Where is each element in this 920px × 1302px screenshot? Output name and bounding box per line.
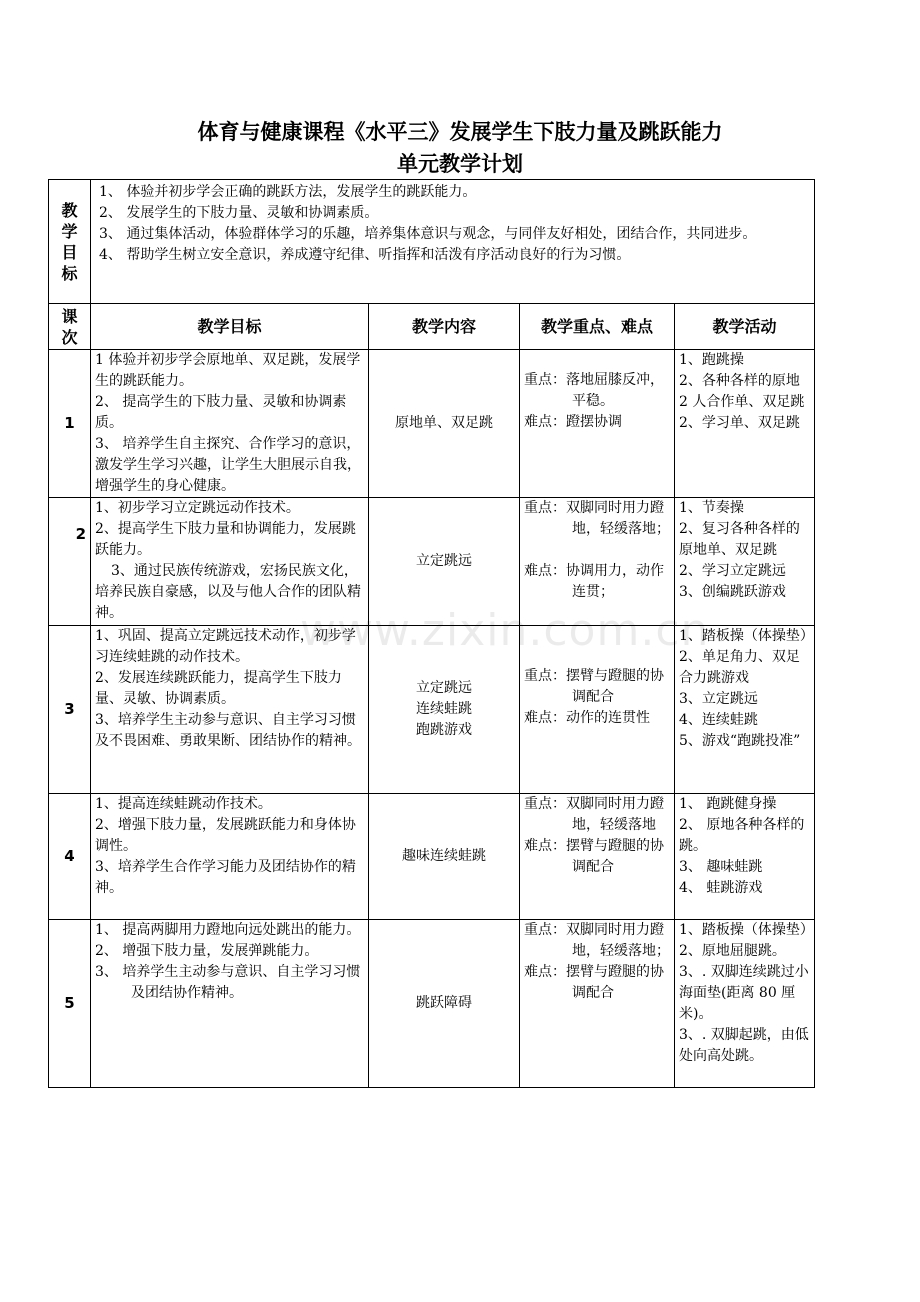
lesson-content: 原地单、双足跳 (369, 350, 520, 498)
objective-item: 1、 体验并初步学会正确的跳跃方法，发展学生的跳跃能力。 (99, 184, 477, 200)
lesson-number: 4 (49, 794, 91, 920)
page-title: 体育与健康课程《水平三》发展学生下肢力量及跳跃能力 (197, 120, 723, 144)
lesson-content: 立定跳远 连续蛙跳 跑跳游戏 (369, 626, 520, 794)
header-goals: 教学目标 (91, 304, 369, 350)
header-key-points: 教学重点、难点 (520, 304, 675, 350)
lesson-number: 5 (49, 920, 91, 1088)
header-activities: 教学活动 (675, 304, 815, 350)
lesson-goals: 1、巩固、提高立定跳远技术动作，初步学习连续蛙跳的动作技术。 2、发展连续跳跃能力，提高学生下肢力量、灵敏、协调素质。 3、培养学生主动参与意识、自主学习习惯及不畏困难、勇敢果断、团结协作的精神。 (91, 626, 369, 794)
objective-item: 4、 帮助学生树立安全意识，养成遵守纪律、听指挥和活泼有序活动良好的行为习惯。 (99, 247, 631, 263)
lesson-activities: 1、踏板操（体操垫） 2、单足角力、双足合力跳游戏 3、立定跳远 4、连续蛙跳 5、游戏“跑跳投准” (675, 626, 815, 794)
watermark: www.zixin.com.cn (300, 605, 710, 656)
lesson-activities: 1、跑跳操 2、各种各样的原地 2 人合作单、双足跳 2、学习单、双足跳 (675, 350, 815, 498)
header-content: 教学内容 (369, 304, 520, 350)
lesson-content: 跳跃障碍 (369, 920, 520, 1088)
header-row (49, 304, 815, 350)
page-subtitle: 单元教学计划 (397, 152, 523, 176)
lesson-key-points: 重点：落地屈膝反冲，平稳。 难点：蹬摆协调 (520, 350, 675, 498)
lesson-content: 趣味连续蛙跳 (369, 794, 520, 920)
lesson-key-points: 重点：双脚同时用力蹬地，轻缓落地； 难点：协调用力，动作连贯； (520, 498, 675, 626)
objective-item: 3、 通过集体活动，体验群体学习的乐趣，培养集体意识与观念，与同伴友好相处，团结合作，共同进步。 (99, 226, 757, 242)
lesson-row (49, 794, 815, 920)
lesson-goals: 1、 提高两脚用力蹬地向远处跳出的能力。 2、 增强下肢力量，发展弹跳能力。 3、 培养学生主动参与意识、自主学习习惯及团结协作精神。 (91, 920, 369, 1088)
lesson-content: 立定跳远 (369, 498, 520, 626)
lesson-goals: 1、初步学习立定跳远动作技术。 2、提高学生下肢力量和协调能力，发展跳跃能力。 3、通过民族传统游戏，宏扬民族文化，培养民族自豪感，以及与他人合作的团队精神。 (91, 498, 369, 626)
header-lesson: 课 次 (49, 304, 91, 350)
lesson-goals: 1、提高连续蛙跳动作技术。 2、增强下肢力量，发展跳跃能力和身体协调性。 3、培养学生合作学习能力及团结协作的精神。 (91, 794, 369, 920)
lesson-number: 2 (49, 498, 91, 626)
lesson-activities: 1、 跑跳健身操 2、 原地各种各样的跳。 3、 趣味蛙跳 4、 蛙跳游戏 (675, 794, 815, 920)
lesson-number: 1 (49, 350, 91, 498)
lesson-row (49, 350, 815, 498)
objectives-row (49, 180, 815, 304)
objectives-label: 教 学 目 标 (49, 180, 91, 304)
lesson-key-points: 重点：双脚同时用力蹬地，轻缓落地 难点：摆臂与蹬腿的协调配合 (520, 794, 675, 920)
objective-item: 2、 发展学生的下肢力量、灵敏和协调素质。 (99, 205, 379, 221)
lesson-activities: 1、踏板操（体操垫） 2、原地屈腿跳。 3、. 双脚连续跳过小海面垫(距离 80 厘米)。 3、. 双脚起跳，由低处向高处跳。 (675, 920, 815, 1088)
lesson-key-points: 重点：双脚同时用力蹬地，轻缓落地； 难点：摆臂与蹬腿的协调配合 (520, 920, 675, 1088)
objectives-list (91, 180, 815, 304)
lesson-activities: 1、节奏操 2、复习各种各样的原地单、双足跳 2、学习立定跳远 3、创编跳跃游戏 (675, 498, 815, 626)
lesson-row (49, 920, 815, 1088)
lesson-key-points: 重点：摆臂与蹬腿的协调配合 难点：动作的连贯性 (520, 626, 675, 794)
lesson-number: 3 (49, 626, 91, 794)
lesson-goals: 1 体验并初步学会原地单、双足跳，发展学生的跳跃能力。 2、 提高学生的下肢力量、灵敏和协调素质。 3、 培养学生自主探究、合作学习的意识，激发学生学习兴趣，让学生大胆展示自我，增强学生的身心健康。 (91, 350, 369, 498)
